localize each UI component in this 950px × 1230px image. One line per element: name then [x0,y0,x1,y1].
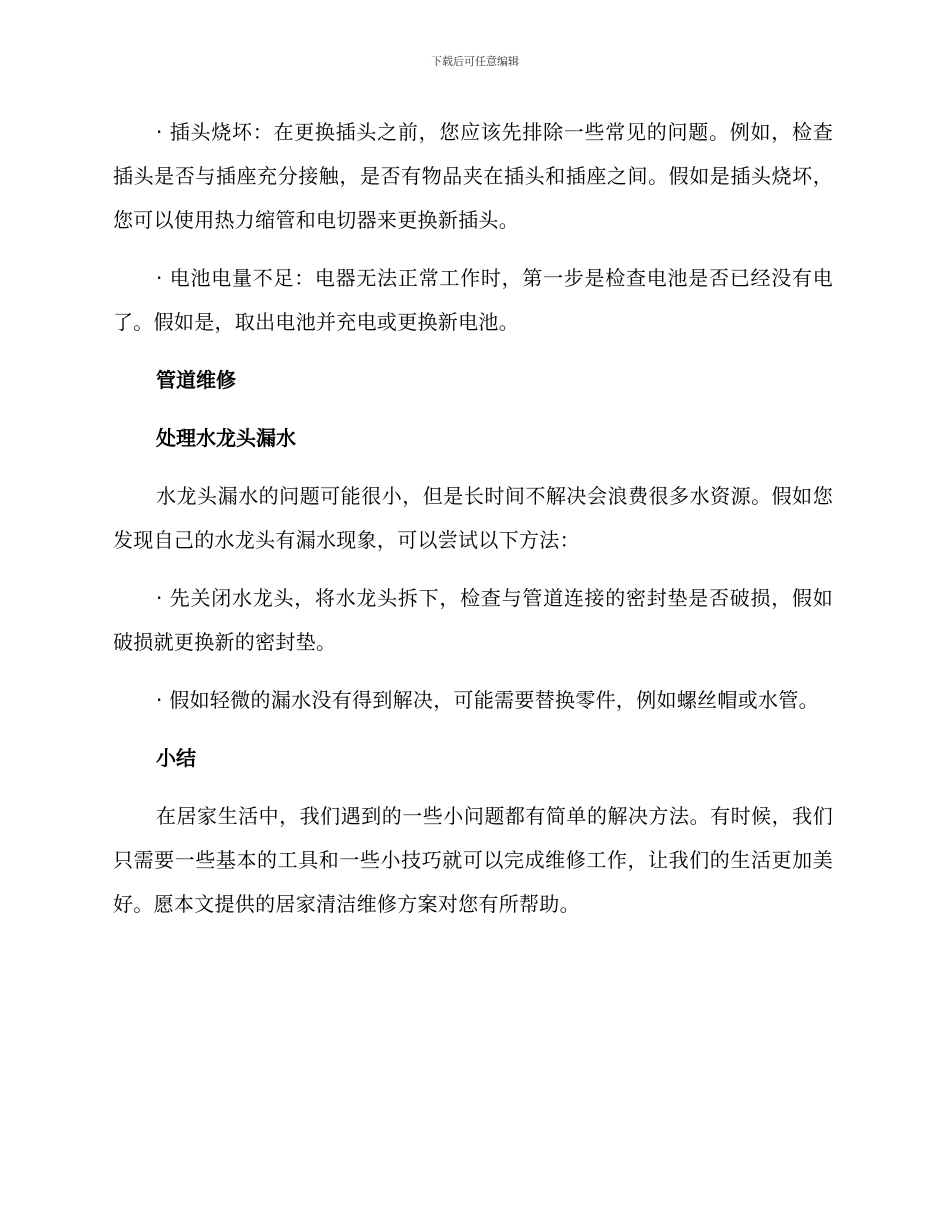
paragraph-low-battery: · 电池电量不足：电器无法正常工作时，第一步是检查电池是否已经没有电了。假如是，取出电池并充电或更换新电池。 [113,266,833,334]
header-note: 下载后可任意编辑 [431,55,519,68]
paragraph-plug-burnout: · 插头烧坏：在更换插头之前，您应该先排除一些常见的问题。例如，检查插头是否与插座充分接触，是否有物品夹在插头和插座之间。假如是插头烧坏，您可以使用热力缩管和电切器来更换新插头。 [113,120,833,232]
paragraph-summary: 在居家生活中，我们遇到的一些小问题都有简单的解决方法。有时候，我们只需要一些基本的工具和一些小技巧就可以完成维修工作，让我们的生活更加美好。愿本文提供的居家清洁维修方案对您有所帮助。 [113,804,833,916]
section-heading-pipe-repair: 管道维修 [156,368,236,392]
document-body [113,110,833,940]
paragraph-faucet-intro: 水龙头漏水的问题可能很小，但是长时间不解决会浪费很多水资源。假如您发现自己的水龙头有漏水现象，可以尝试以下方法： [113,484,833,552]
paragraph-replace-gasket: · 先关闭水龙头，将水龙头拆下，检查与管道连接的密封垫是否破损，假如破损就更换新的密封垫。 [113,586,833,654]
paragraph-replace-parts: · 假如轻微的漏水没有得到解决，可能需要替换零件，例如螺丝帽或水管。 [156,688,819,712]
section-heading-summary: 小结 [156,746,196,770]
subsection-heading-faucet-leak: 处理水龙头漏水 [156,426,296,450]
